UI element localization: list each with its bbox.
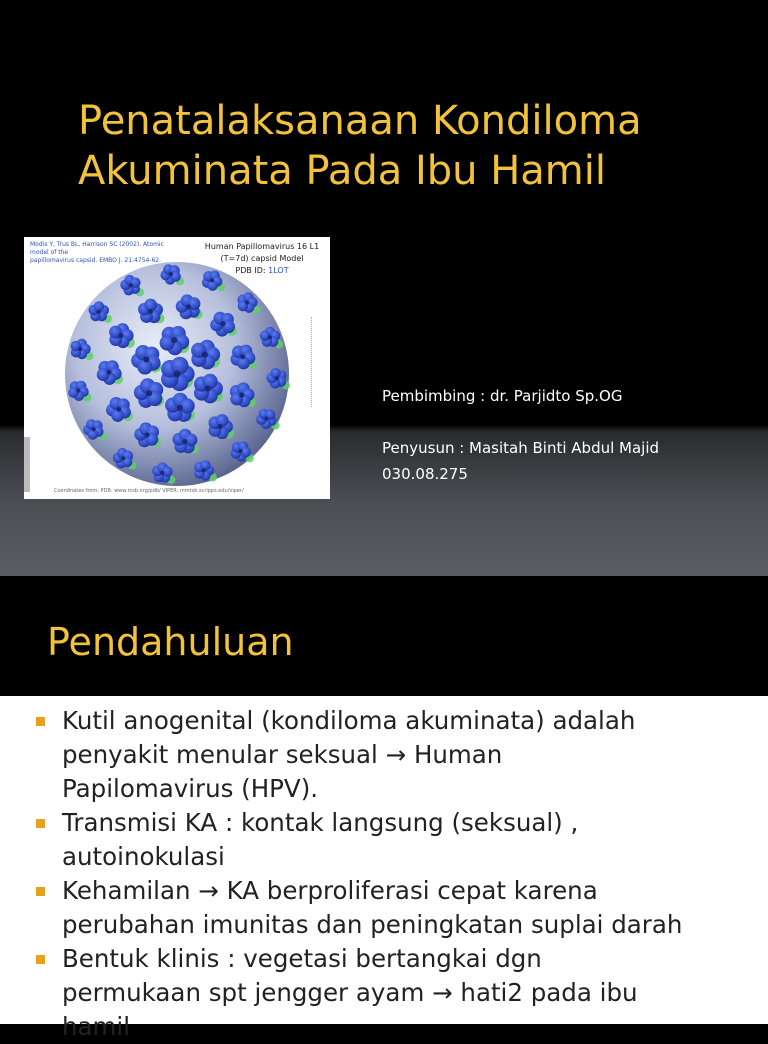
bullet-list <box>34 704 734 1044</box>
figure-caption-line-1: Human Papillomavirus 16 L1 <box>204 242 320 251</box>
hpv-capsid-figure <box>24 237 330 499</box>
bullet-square-icon <box>36 955 45 964</box>
figure-credit-line-2: papillomavirus capsid. EMBO J. 21:4754-62. <box>30 257 162 264</box>
title-line-2: Akuminata Pada Ibu Hamil <box>78 148 606 194</box>
figure-caption-line-2: (T=7d) capsid Model <box>220 254 304 263</box>
figure-pdb-id: 1LOT <box>268 266 289 275</box>
bullet-item <box>34 942 734 1044</box>
bullet-4-line-1: Bentuk klinis : vegetasi bertangkai dgn <box>62 944 542 973</box>
bullet-2-line-2: autoinokulasi <box>62 842 225 871</box>
bullet-1-line-1: Kutil anogenital (kondiloma akuminata) adalah <box>62 706 636 735</box>
bullet-square-icon <box>36 717 45 726</box>
figure-side-strip <box>24 437 30 492</box>
author-text: Penyusun : Masitah Binti Abdul Majid <box>382 439 660 457</box>
bullet-1-line-2: penyakit menular seksual → Human <box>62 740 503 769</box>
content-area <box>0 696 768 1041</box>
bullet-square-icon <box>36 887 45 896</box>
bullet-item <box>34 806 734 874</box>
figure-pdb-label: PDB ID: <box>235 266 269 275</box>
figure-coords-note: Coordinates from: PDB: www.rcsb.org/pdb/ VIPER: mmtsb.scripps.edu/viper/ <box>54 488 244 494</box>
bullet-3-line-1: Kehamilan → KA berproliferasi cepat karena <box>62 876 598 905</box>
bullet-4-line-3: hamil <box>62 1012 131 1041</box>
supervisor-text: Pembimbing : dr. Parjidto Sp.OG <box>382 387 623 405</box>
bullet-item <box>34 704 734 806</box>
bullet-4-line-2: permukaan spt jengger ayam → hati2 pada ibu <box>62 978 638 1007</box>
author-id-text: 030.08.275 <box>382 465 468 483</box>
figure-credit-line-1: Modis Y, Trus BL, Harrison SC (2002). Atomic model of the <box>30 241 164 256</box>
bullet-2-line-1: Transmisi KA : kontak langsung (seksual) , <box>62 808 579 837</box>
bullet-3-line-2: perubahan imunitas dan peningkatan suplai darah <box>62 910 683 939</box>
bullet-square-icon <box>36 819 45 828</box>
intro-slide <box>0 576 768 1041</box>
section-title: Pendahuluan <box>47 620 294 664</box>
hpv-capsid-image <box>60 257 294 491</box>
slide-title <box>78 96 738 196</box>
bullet-1-line-3: Papilomavirus (HPV). <box>62 774 319 803</box>
bullet-item <box>34 874 734 942</box>
title-line-1: Penatalaksanaan Kondiloma <box>78 98 642 144</box>
figure-side-credit <box>311 317 318 407</box>
